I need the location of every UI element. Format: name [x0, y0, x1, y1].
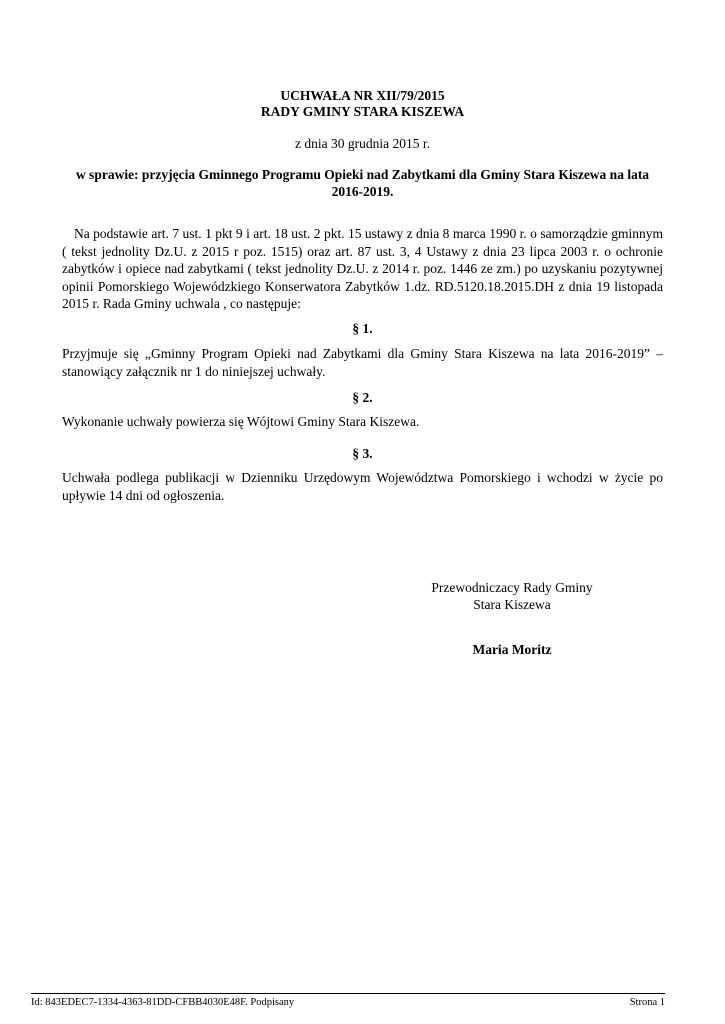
council-name: RADY GMINY STARA KISZEWA — [260, 104, 465, 119]
page-number: Strona 1 — [629, 997, 665, 1008]
signature-block — [402, 579, 622, 613]
preamble-line: 2015 r. Rada Gminy uchwala , co następuje: — [62, 296, 301, 312]
preamble-line: Na podstawie art. 7 ust. 1 pkt 9 i art. 18 ust. 2 pkt. 15 ustawy z dnia 8 marca 1990 r. o samorządzie gminnym — [74, 226, 663, 241]
preamble-line: opinii Pomorskiego Wojewódzkiego Konserwatora Zabytków 1.dz. RD.5120.18.2015.DH z dnia 19 listopada — [62, 278, 663, 294]
preamble-line: zabytków i opiece nad zabytkami ( tekst jednolity Dz.U. z 2014 r. poz. 1446 ze zm.) po uzyskaniu pozytywnej — [62, 261, 663, 277]
resolution-subject — [62, 166, 663, 200]
section-1-body — [62, 345, 663, 380]
signatory-role: Przewodniczacy Rady Gminy — [431, 580, 593, 595]
section-1-heading: § 1. — [352, 321, 373, 336]
section-line: Uchwała podlega publikacji w Dzienniku Urzędowym Województwa Pomorskiego i wchodzi w życie po — [62, 470, 663, 485]
section-3-heading: § 3. — [352, 446, 373, 461]
section-2-heading: § 2. — [352, 390, 373, 405]
signatory-name: Maria Moritz — [472, 642, 552, 657]
section-3-body — [62, 469, 663, 504]
subject-line-1: w sprawie: przyjęcia Gminnego Programu Opieki nad Zabytkami dla Gminy Stara Kiszewa na lata — [75, 167, 650, 182]
resolution-title — [62, 88, 663, 120]
document-id: Id: 843EDEC7-1334-4363-81DD-CFBB4030E48F. Podpisany — [31, 997, 295, 1008]
footer-divider — [31, 993, 665, 994]
section-line: Wykonanie uchwały powierza się Wójtowi Gminy Stara Kiszewa. — [62, 414, 420, 429]
section-line: Przyjmuje się „Gminny Program Opieki nad Zabytkami dla Gminy Stara Kiszewa na lata 2016-2019” – — [62, 346, 663, 361]
section-line: stanowiący załącznik nr 1 do niniejszej uchwały. — [62, 363, 326, 379]
resolution-number: UCHWAŁA NR XII/79/2015 — [280, 88, 445, 103]
preamble-paragraph — [62, 225, 663, 313]
signatory-municipality: Stara Kiszewa — [473, 597, 551, 612]
resolution-date: z dnia 30 grudnia 2015 r. — [295, 136, 430, 151]
subject-line-2: 2016-2019. — [331, 184, 394, 199]
section-2-body — [62, 413, 663, 431]
section-line: upływie 14 dni od ogłoszenia. — [62, 487, 225, 503]
preamble-line: ( tekst jednolity Dz.U. z 2015 r poz. 1515) oraz art. 87 ust. 3, 4 Ustawy z dnia 23 lipca 2003 r. o ochronie — [62, 243, 663, 259]
